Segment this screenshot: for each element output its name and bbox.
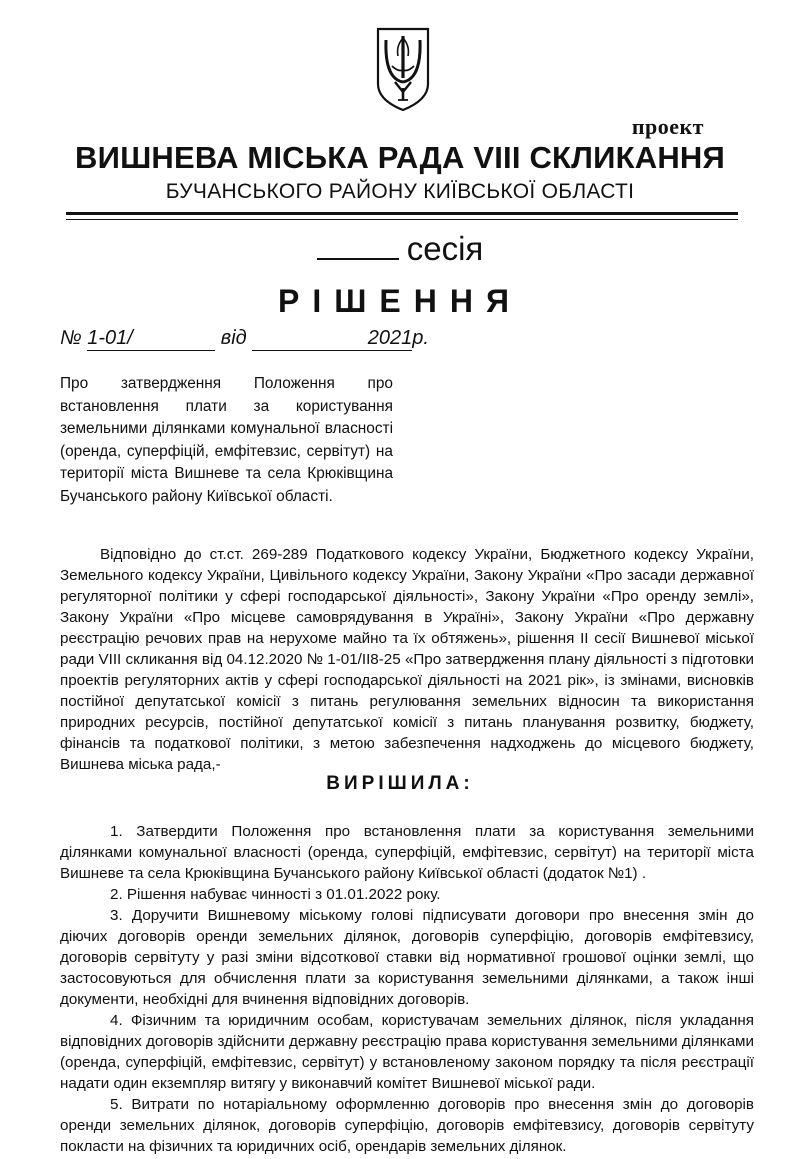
council-name: ВИШНЕВА МІСЬКА РАДА VIII СКЛИКАННЯ (75, 140, 725, 175)
resolution-item-5: 5. Витрати по нотаріальному оформленню договорів про внесення змін до договорів оренди земельних ділянок, договорів суперфіцію, договорів емфітевзису, договорів сервітуту покласти на фізичних та юридичних осіб, орендарів земельних ділянок. (60, 1096, 754, 1155)
decision-subject: Про затвердження Положення про встановлення плати за користування земельними ділянками комунальної власності (оренда, суперфіцій, емфітевзис, сервітут) на території міста Вишневе та села Крюківщина Бучанського району Київської області. (60, 375, 393, 505)
preamble (60, 544, 754, 775)
resolved-heading: ВИРІШИЛА: (326, 773, 474, 794)
session-number-blank (317, 226, 399, 260)
trident-emblem-icon (374, 26, 432, 112)
year-suffix: р. (412, 327, 429, 349)
decision-year: 2021 (367, 327, 413, 349)
resolution-item-2: 2. Рішення набуває чинності з 01.01.2022 року. (110, 886, 441, 903)
resolution-items (60, 821, 754, 1157)
number-prefix: № (60, 327, 82, 349)
decision-number (87, 327, 215, 351)
decision-title: РІШЕННЯ (278, 283, 522, 319)
project-label: проект (631, 114, 704, 139)
resolution-item-3: 3. Доручити Вишневому міському голові підписувати договори про внесення змін до діючих договорів оренди земельних ділянок, договорів суперфіцію, договорів емфітевзису, договорів сервітуту у разі зміни відсоткової ставки від нормативної грошової оцінки землі, що застосовуються для обчислення плати за користування земельними ділянками, а також інші документи, необхідні для вчинення відповідних договорів. (60, 907, 754, 1008)
resolution-item-1: 1. Затвердити Положення про встановлення плати за користування земельними ділянками комунальної власності (оренда, суперфіцій, емфітевзис, сервітут) на території міста Вишневе та села Крюківщина Бучанського району Київської області (додаток №1) . (60, 823, 754, 882)
decision-number-value: 1-01/ (87, 327, 133, 349)
preamble-paragraph: Відповідно до ст.ст. 269-289 Податкового кодексу України, Бюджетного кодексу України, Земельного кодексу України, Цивільного кодексу України, Закону України «Про засади державної регуляторної політики у сфері господарської діяльності», Закону України «Про оренду землі», Закону України «Про місцеве самоврядування в Україні», Закону України «Про державну реєстрацію речових прав на нерухоме майно та їх обтяжень», рішення ІІ сесії Вишневої міської ради VIІI скликання від 04.12.2020 № 1-01/ІІ8-25 «Про затвердження плану діяльності з підготовки проектів регуляторних актів у сфері господарської діяльності на 2021 рік», із змінами, висновків постійної депутатської комісії з питань регулювання земельних відносин та використання природних ресурсів, постійної депутатської комісії з питань планування розвитку, бюджету, фінансів та податкової політики, з метою забезпечення надходжень до місцевого бюджету, Вишнева міська рада,- (60, 546, 754, 773)
header-divider-thin (66, 219, 738, 220)
decision-date (252, 327, 412, 351)
resolution-item-4: 4. Фізичним та юридичним особам, користувачам земельних ділянок, після укладання відповідних договорів здійснити державну реєстрацію права користування земельними ділянками (оренда, суперфіцій, емфітевзис, сервітут) у встановленому законом порядку та після реєстрації надати один екземпляр витягу у виконавчий комітет Вишневої міської ради. (60, 1012, 754, 1092)
decision-number-line (60, 327, 429, 351)
session-line (0, 226, 800, 268)
date-prefix: від (220, 327, 247, 349)
header-divider-thick (66, 212, 738, 215)
region-name: БУЧАНСЬКОГО РАЙОНУ КИЇВСЬКОЇ ОБЛАСТІ (165, 180, 635, 203)
session-label: сесія (406, 230, 484, 267)
